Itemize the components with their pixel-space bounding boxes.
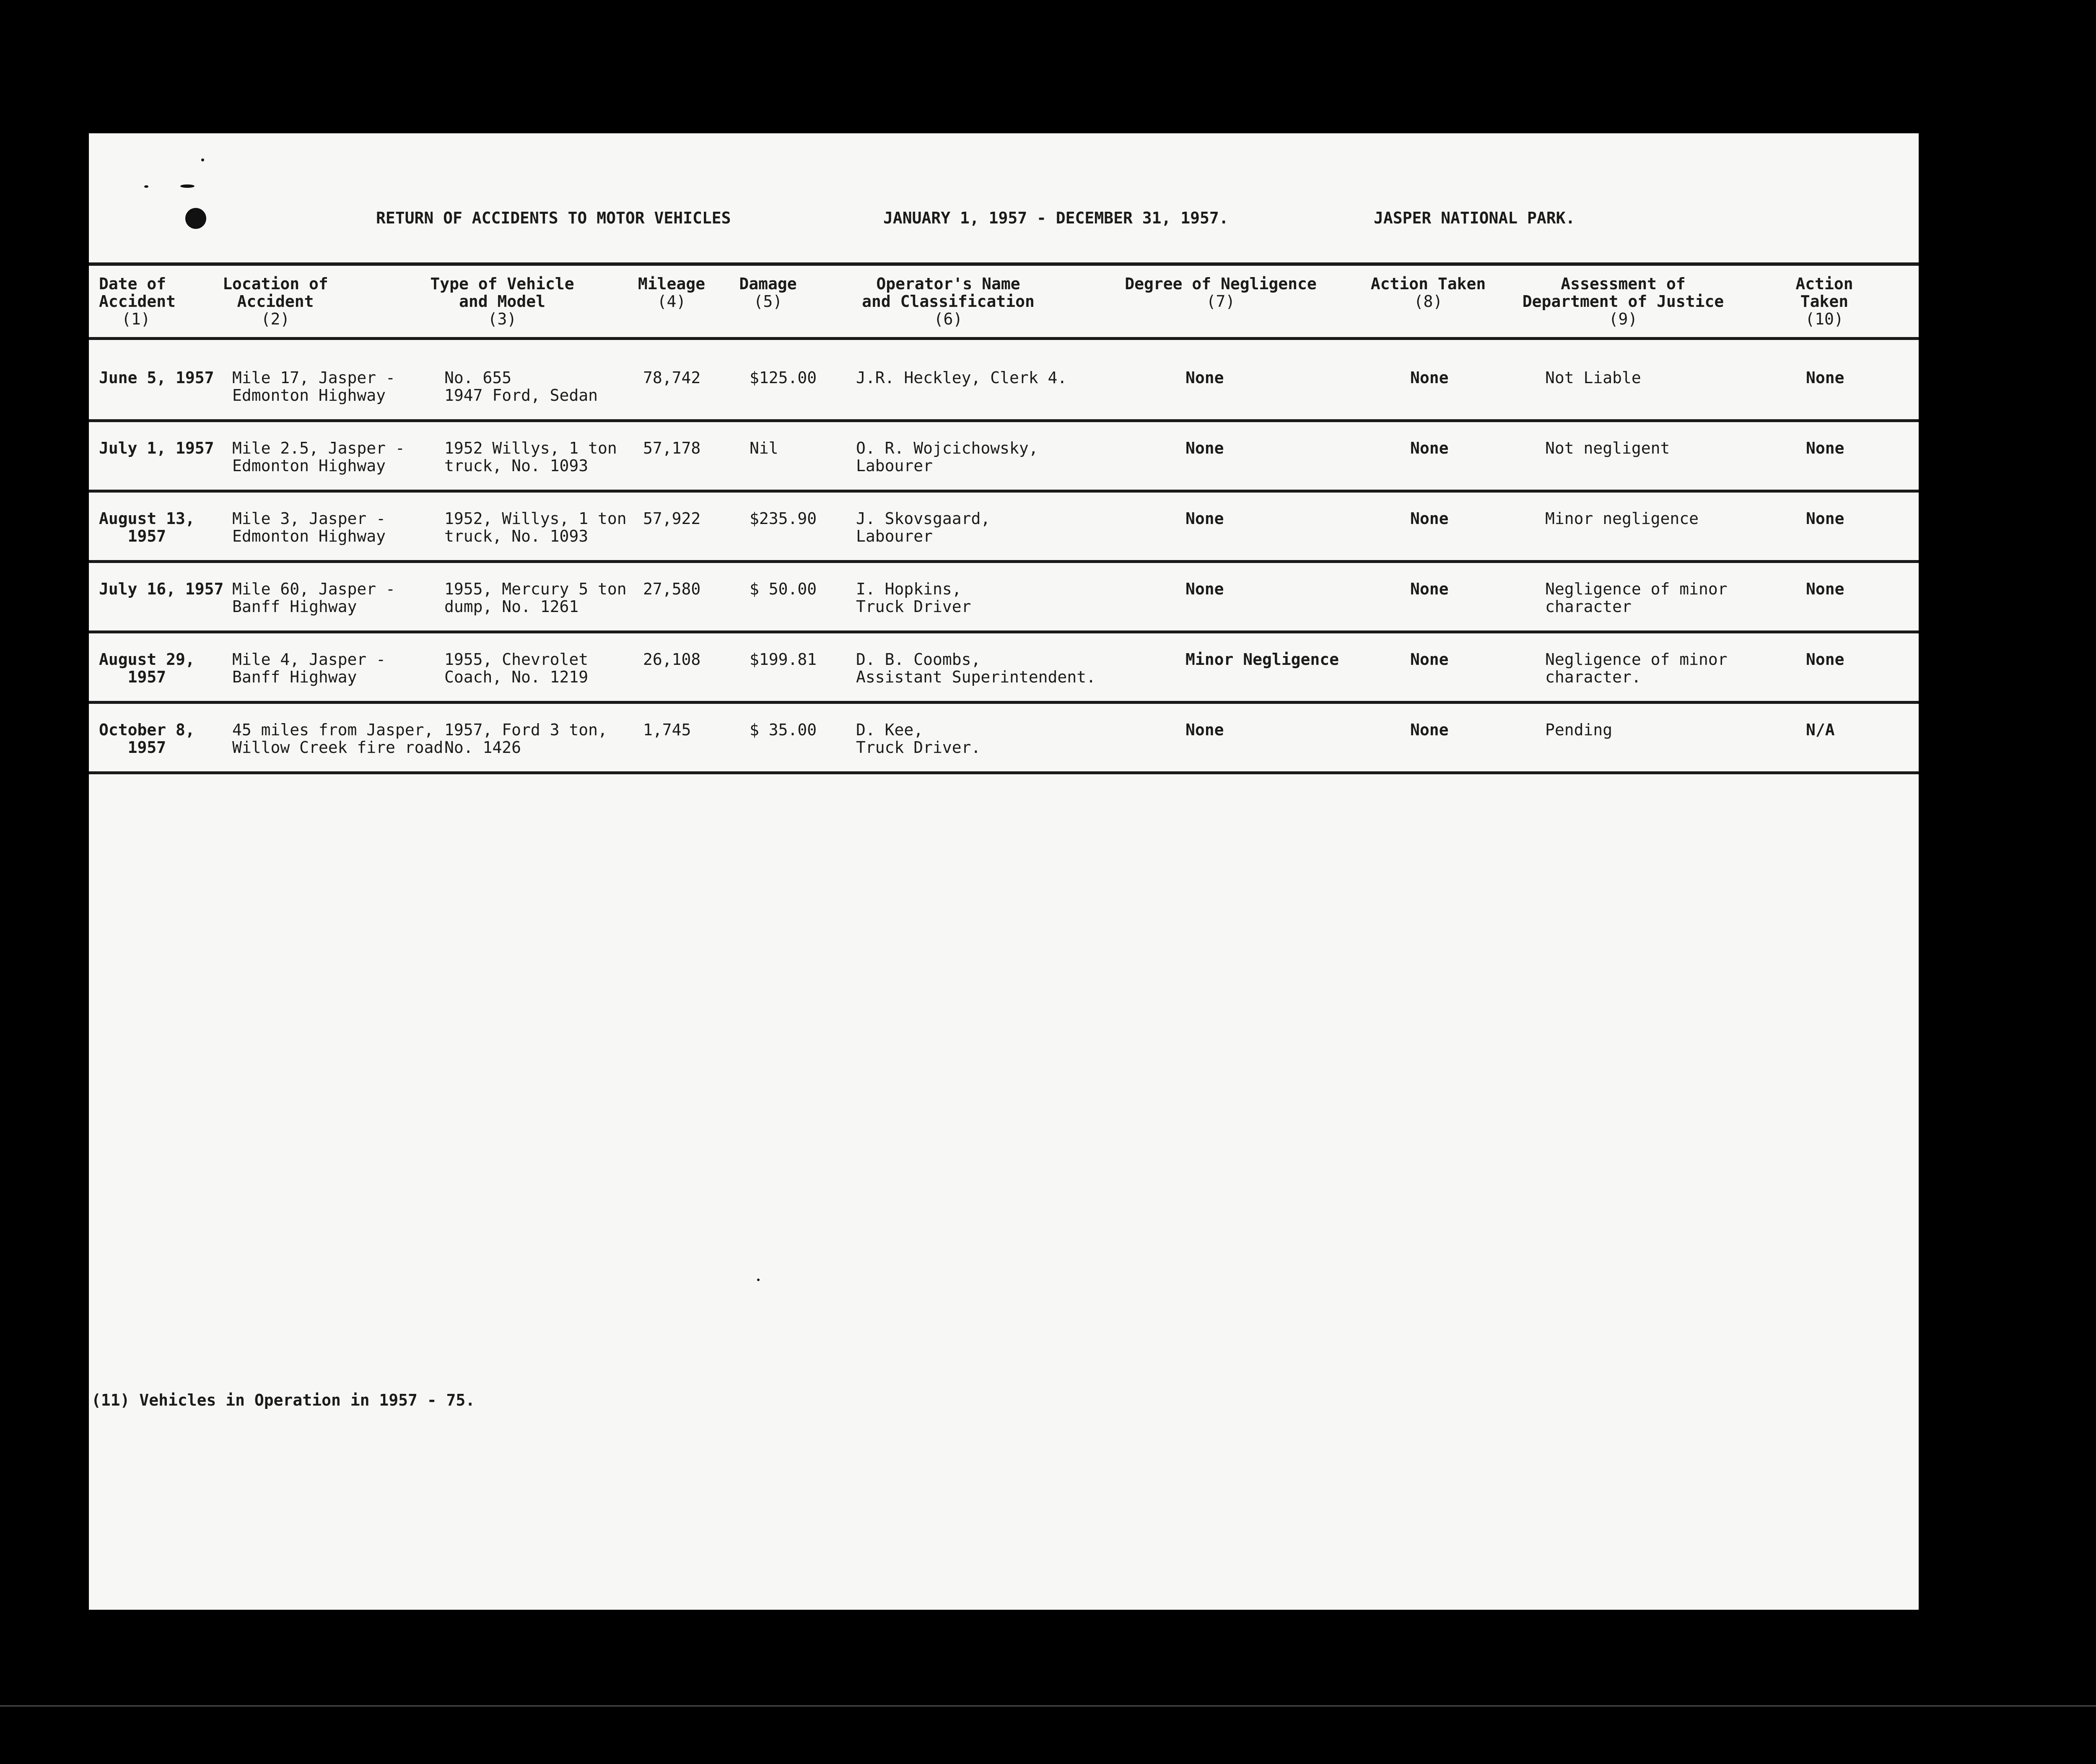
document-park: JASPER NATIONAL PARK. [1374, 209, 1575, 227]
document-period: JANUARY 1, 1957 - DECEMBER 31, 1957. [883, 209, 1229, 227]
row-rule [89, 630, 1919, 633]
cell-date: July 1, 1957 [99, 439, 214, 457]
row-rule [89, 771, 1919, 774]
header-rule [89, 262, 1919, 266]
col-header-4: Mileage (4) [638, 275, 706, 311]
cell-vehicle: 1955, Mercury 5 ton dump, No. 1261 [444, 580, 627, 616]
col-header-5: Damage (5) [739, 275, 797, 311]
cell-operator: J. Skovsgaard, Labourer [856, 509, 991, 545]
cell-negligence: None [1185, 509, 1224, 528]
cell-damage: $199.81 [750, 650, 817, 669]
cell-negligence: None [1185, 721, 1224, 739]
cell-assessment: Minor negligence [1545, 509, 1699, 528]
col-header-9: Assessment of Department of Justice (9) [1522, 275, 1724, 328]
vehicles-in-operation-note: (11) Vehicles in Operation in 1957 - 75. [91, 1391, 475, 1409]
cell-vehicle: No. 655 1947 Ford, Sedan [444, 368, 598, 405]
row-rule [89, 419, 1919, 422]
cell-mileage: 26,108 [643, 650, 701, 669]
cell-operator: O. R. Wojcichowsky, Labourer [856, 439, 1038, 475]
cell-action10: None [1806, 439, 1844, 457]
cell-action: None [1410, 580, 1449, 598]
cell-damage: $ 50.00 [750, 580, 817, 598]
cell-mileage: 78,742 [643, 368, 701, 387]
cell-assessment: Negligence of minor character [1545, 580, 1728, 616]
row-rule [89, 560, 1919, 563]
cell-action: None [1410, 650, 1449, 669]
col-header-3: Type of Vehicle and Model (3) [430, 275, 574, 328]
cell-negligence: None [1185, 439, 1224, 457]
cell-location: Mile 3, Jasper - Edmonton Highway [232, 509, 386, 545]
speck-mark [180, 184, 195, 188]
cell-operator: J.R. Heckley, Clerk 4. [856, 368, 1067, 387]
cell-action10: None [1806, 368, 1844, 387]
cell-vehicle: 1955, Chevrolet Coach, No. 1219 [444, 650, 589, 686]
document-title: RETURN OF ACCIDENTS TO MOTOR VEHICLES [376, 209, 731, 227]
row-rule [89, 701, 1919, 704]
cell-date: August 13, 1957 [99, 509, 195, 545]
cell-vehicle: 1952, Willys, 1 ton truck, No. 1093 [444, 509, 627, 545]
cell-assessment: Pending [1545, 721, 1613, 739]
punch-mark [185, 208, 206, 229]
cell-location: Mile 60, Jasper - Banff Highway [232, 580, 395, 616]
col-header-6: Operator's Name and Classification (6) [862, 275, 1035, 328]
cell-action: None [1410, 368, 1449, 387]
cell-location: Mile 2.5, Jasper - Edmonton Highway [232, 439, 405, 475]
speck-mark [757, 1279, 760, 1281]
cell-date: August 29, 1957 [99, 650, 195, 686]
cell-action: None [1410, 439, 1449, 457]
cell-vehicle: 1957, Ford 3 ton, No. 1426 [444, 721, 607, 757]
col-header-7: Degree of Negligence (7) [1125, 275, 1317, 311]
cell-mileage: 1,745 [643, 721, 691, 739]
cell-date: July 16, 1957 [99, 580, 224, 598]
cell-assessment: Not negligent [1545, 439, 1670, 457]
col-header-2: Location of Accident (2) [223, 275, 328, 328]
cell-mileage: 57,922 [643, 509, 701, 528]
cell-vehicle: 1952 Willys, 1 ton truck, No. 1093 [444, 439, 617, 475]
cell-operator: D. Kee, Truck Driver. [856, 721, 981, 757]
cell-action10: None [1806, 650, 1844, 669]
cell-mileage: 57,178 [643, 439, 701, 457]
document-sheet [89, 133, 1919, 1610]
cell-negligence: None [1185, 368, 1224, 387]
cell-damage: $ 35.00 [750, 721, 817, 739]
row-rule [89, 490, 1919, 493]
cell-action10: N/A [1806, 721, 1835, 739]
cell-location: Mile 17, Jasper - Edmonton Highway [232, 368, 395, 405]
cell-damage: Nil [750, 439, 778, 457]
speck-mark [201, 158, 204, 161]
cell-operator: D. B. Coombs, Assistant Superintendent. [856, 650, 1096, 686]
col-header-8: Action Taken (8) [1370, 275, 1486, 311]
col-header-10: Action Taken (10) [1795, 275, 1853, 328]
cell-assessment: Not Liable [1545, 368, 1641, 387]
cell-date: October 8, 1957 [99, 721, 195, 757]
cell-date: June 5, 1957 [99, 368, 214, 387]
frame-edge-line [0, 1705, 2096, 1707]
column-header-rule [89, 337, 1919, 340]
cell-damage: $235.90 [750, 509, 817, 528]
cell-negligence: None [1185, 580, 1224, 598]
cell-assessment: Negligence of minor character. [1545, 650, 1728, 686]
cell-action10: None [1806, 509, 1844, 528]
cell-mileage: 27,580 [643, 580, 701, 598]
cell-operator: I. Hopkins, Truck Driver [856, 580, 971, 616]
cell-action: None [1410, 509, 1449, 528]
cell-action10: None [1806, 580, 1844, 598]
cell-damage: $125.00 [750, 368, 817, 387]
speck-mark [144, 185, 148, 188]
cell-location: Mile 4, Jasper - Banff Highway [232, 650, 386, 686]
cell-negligence: Minor Negligence [1185, 650, 1339, 669]
col-header-1: Date of Accident (1) [99, 275, 176, 328]
cell-action: None [1410, 721, 1449, 739]
cell-location: 45 miles from Jasper, Willow Creek fire road [232, 721, 444, 757]
